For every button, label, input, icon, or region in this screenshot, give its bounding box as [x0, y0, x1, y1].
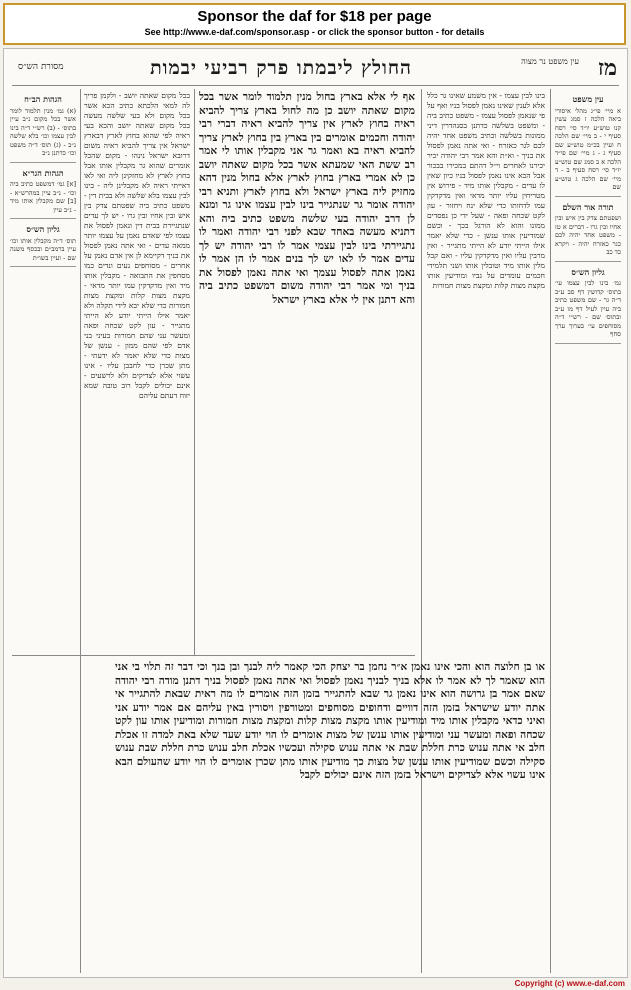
rashi-commentary: בכל מקום שאתה יושב - ולקמן פריך לה למאי הלכתא כתיב הכא אשר בכל מקום ולא בעי שלשה מעשה בכל מקום שאתה יושב והכא בעי ראיה לפי שהוא בחוץ לארץ דבארץ ישראל אין צריך להביא ראיה משום דרובא ישראל נינהו - מקום שהכל אומרים שהוא גר מקבלין אותו אבל בחוץ לארץ לא מחזקינן ליה ואי לאו דאייתי ראיה לא מקבלינן ליה - בינו לבין עצמו בלא שלשה ולא בבית דין - משפט כתיב ביה שפטתם צדק בין איש ובין אחיו ובין גרו - יש לך עדים שנתגיירת בבית דין ונאמן לפסול את עצמו לפי שאדם נאמן על עצמו יותר ממאה עדים - ואי אתה נאמן לפסול את בניך דקיימא לן אין אדם נאמן על אחרים - מסוחפים נעים ונדים כמו מסחפין את התבואה - מקבלין אותו מיד ואין מדקדקין עמו יותר מדאי - מקצת מצות קלות ומקצת מצות חמורות כדי שלא יבא לידי תקלה ולא יאמר אילו הייתי יודע לא הייתי מתגייר - עון לקט שכחה ופאה ומעשר עני שהם חמורות בעיני בני אדם לפי שהם ממון - ענשן של מצות כדי שלא יאמר לא ידעתי - מתן שכרן כדי לחבבן עליו - אינו עשוי אלא לצדיקים ולא לרשעים - אינם יכולים לקבל רוב טובה שמא יזוח דעתם עליהם [84, 91, 190, 400]
side-block-text: (א) גמ׳ מנין תלמוד לומר אשר בכל מקום נ״ב עיין בתוס׳ - (ב) רש״י ד״ה בינו לבין עצמו וכו׳ בלא שלשה נ״ב - (ג) תוס׳ ד״ה משפט וכו׳ כדתנן נ״ב [10, 106, 76, 157]
ein-mishpat-heading: עין משפט נר מצוה [521, 57, 579, 66]
column-divider [80, 89, 81, 973]
header-divider [12, 85, 619, 86]
side-block [10, 169, 76, 220]
daf-number: מז [597, 55, 617, 81]
side-block-text: תוס׳ ד״ה מקבלין אותו וכו׳ עיין ברמב״ם ובכסף משנה שם - ועיין בשו״ת [10, 236, 76, 262]
side-block [555, 95, 621, 197]
side-block [555, 203, 621, 262]
page-header [4, 55, 627, 83]
side-block [555, 268, 621, 344]
side-block-label: עין משפט [572, 94, 604, 104]
masoret-heading: מסורת הש״ס [18, 62, 64, 72]
sponsor-banner-subtitle[interactable]: See http://www.e-daf.com/sponsor.asp - or click the sponsor button - for details [144, 27, 485, 37]
side-block-text: גמ׳ בינו לבין עצמו עי׳ בתוס׳ קדושין דף סב ע״ב ד״ה גר - שם משפט כתיב ביה עיין לעיל דף מו ע״ב ובתוס׳ שם - רש״י ד״ה מסוחפים עי׳ בערוך ערך סחף [555, 279, 621, 338]
right-margin-notes [555, 91, 621, 971]
side-block-label: גליון הש״ס [26, 224, 60, 234]
talmud-page [3, 48, 628, 978]
side-block-label: גליון הש״ס [571, 266, 605, 277]
side-block-label: הגהות הגר״א [22, 167, 64, 178]
copyright-link[interactable]: Copyright (c) www.e-daf.com [514, 979, 625, 988]
side-block [10, 95, 76, 163]
side-block-label: הגהות הב״ח [24, 94, 62, 104]
sponsor-banner[interactable] [3, 3, 626, 45]
sponsor-banner-title[interactable]: Sponsor the daf for $18 per page [197, 8, 432, 25]
side-block-label: תורה אור השלם [562, 201, 614, 212]
side-block-text: א מיי׳ פי״ג מהל׳ איסורי ביאה הלכה ז סמג עשין קנו טוש״ע יו״ד סי׳ רסח סעיף י - ב מיי׳ שם הלכה ח ועיין בכ״מ טוש״ע שם סעיף ג - ג מיי׳ שם פי״ד הלכה א ב סמג שם טוש״ע יו״ד סי׳ רסח סעיף ב - ד מיי׳ שם הלכה ג טוש״ע שם [555, 106, 621, 191]
tosafot-commentary: בינו לבין עצמו - אין משמע שאינו גר כלל אלא לענין שאינו נאמן לפסול בניו ואף על פי שנאמן לפסול עצמו - משפט כתיב ביה - ומשפט בשלשה כדתנן בסנהדרין דיני ממונות בשלשה וכתיב משפט אחד יהיה לכם לגר כאזרח - ואי אתה נאמן לפסול את בניך - וא״ת והא אמר רבי יהודה יכיר יכירנו לאחרים וי״ל דהתם במכירו בבכור אבל הכא אינו נאמן לפסול בניו כיון שאין לו עדים - מקבלין אותו מיד - פירוש אין מטריחין עליו יותר מדאי ואין מדקדקין עמו לדחותו כדי שלא ינח ויחזור - עון לקט שכחה ופאה - שעל ידי כן נפסדים ממונו והוא לא הורגל בכך - וכשם שמודיעין אותו ענשן - כדי שלא יאמר אילו הייתי יודע לא הייתי מתגייר - ואין מרבין עליו ואין מדקדקין עליו - ואם קבל מלין אותו מיד וטובלין אותו ושני תלמידי חכמים עומדים על גביו ומודיעין אותו מקצת מצות קלות ומקצת מצות חמורות [427, 91, 545, 290]
page-title: החולץ ליבמתו פרק רביעי יבמות [150, 57, 412, 79]
side-block [10, 225, 76, 267]
side-block-text: [א] גמ׳ דמשפט כתיב ביה וכו׳ - נ״ב עיין במהרש״א - [ב] שם מקבלין אותו מיד - נ״ב עיין [10, 180, 76, 214]
column-divider [550, 89, 551, 973]
gemara-main-text: אף לי אלא בארץ בחול מנין תלמוד לומר אשר בכל מקום שאתה יושב כן מה לחול בארץ צריך להביא ראיה בחוץ לארץ אין צריך להביא ראיה דברי רבי יהודה וחכמים אומרים בין בארץ בין בחוץ לארץ צריך להביא ראיה בא ואמר גר אני מקבלין אותו לי אמר רב ששת האי שמעתא אשר בכל מקום שאתה יושב כן לא אמרי בארץ בחוץ לארץ אלא בחול מנין דהא מחזיק ליה בארץ ישראל ולא בחוץ לארץ ותניא רבי יהודה אומר גר שנתגייר בינו לבין עצמו אינו גר ומנא לן דרב יהודה בעי שלשה משפט כתיב ביה והא דתניא מעשה באחד שבא לפני רבי יהודה ואמר לו נתגיירתי בינו לבין עצמי אמר לו רבי יהודה יש לך עדים אמר לו לאו יש לך בנים אמר לו הן אמר לו נאמן אתה לפסול עצמך ואי אתה נאמן לפסול את בניך ומי אמר רבי יהודה משום דמשפט כתיב ביה והא דתנן אין לי אלא בארץ ישראל [199, 91, 415, 306]
gemara-lower-text: או בן חלוצה הוא והכי אינו נאמן א״ר נחמן בר יצחק הכי קאמר ליה לבנך ובן בנך וכי דבר זה תלוי בי אני הוא שאמר לך לא אמר לו אלא בניך לבניך נאמן לפסול ואי אתה נאמן לפסול בניך דתנן מודה רבי יהודה שאם אמר בן גרושה הוא אינו נאמן גר שבא להתגייר בזמן הזה אומרים לו מה ראית שבאת להתגייר אי אתה יודע שישראל בזמן הזה דוויים ודחופים מסוחפים ומטורפין ויסורין באין עליהם אם אמר יודע אני ואיני כדאי מקבלין אותו מיד ומודיעין אותו מקצת מצות קלות ומקצת מצות חמורות ומודיעין אותו עון לקט שכחה ופאה ומעשר עני ומודיעין אותו ענשן של מצות אומרים לו הוי יודע שעד שלא באת למדה זו אכלת חלב אי אתה ענוש כרת חללת שבת אי אתה ענוש סקילה ועכשיו אכלת חלב ענוש כרת חללת שבת ענוש סקילה וכשם שמודיעין אותו ענשן של מצות כך מודיעין אותו מתן שכרן אומרים לו הוי יודע שהעולם הבא אינו עשוי אלא לצדיקים וישראל בזמן הזה אינם יכולים לקבל [115, 661, 545, 781]
left-margin-notes [10, 91, 76, 971]
side-block-text: ושפטתם צדק בין איש ובין אחיו ובין גרו - דברים א טז - משפט אחד יהיה לכם כגר כאזרח יהיה - ויקרא כד כב [555, 214, 621, 256]
column-divider [194, 89, 195, 655]
